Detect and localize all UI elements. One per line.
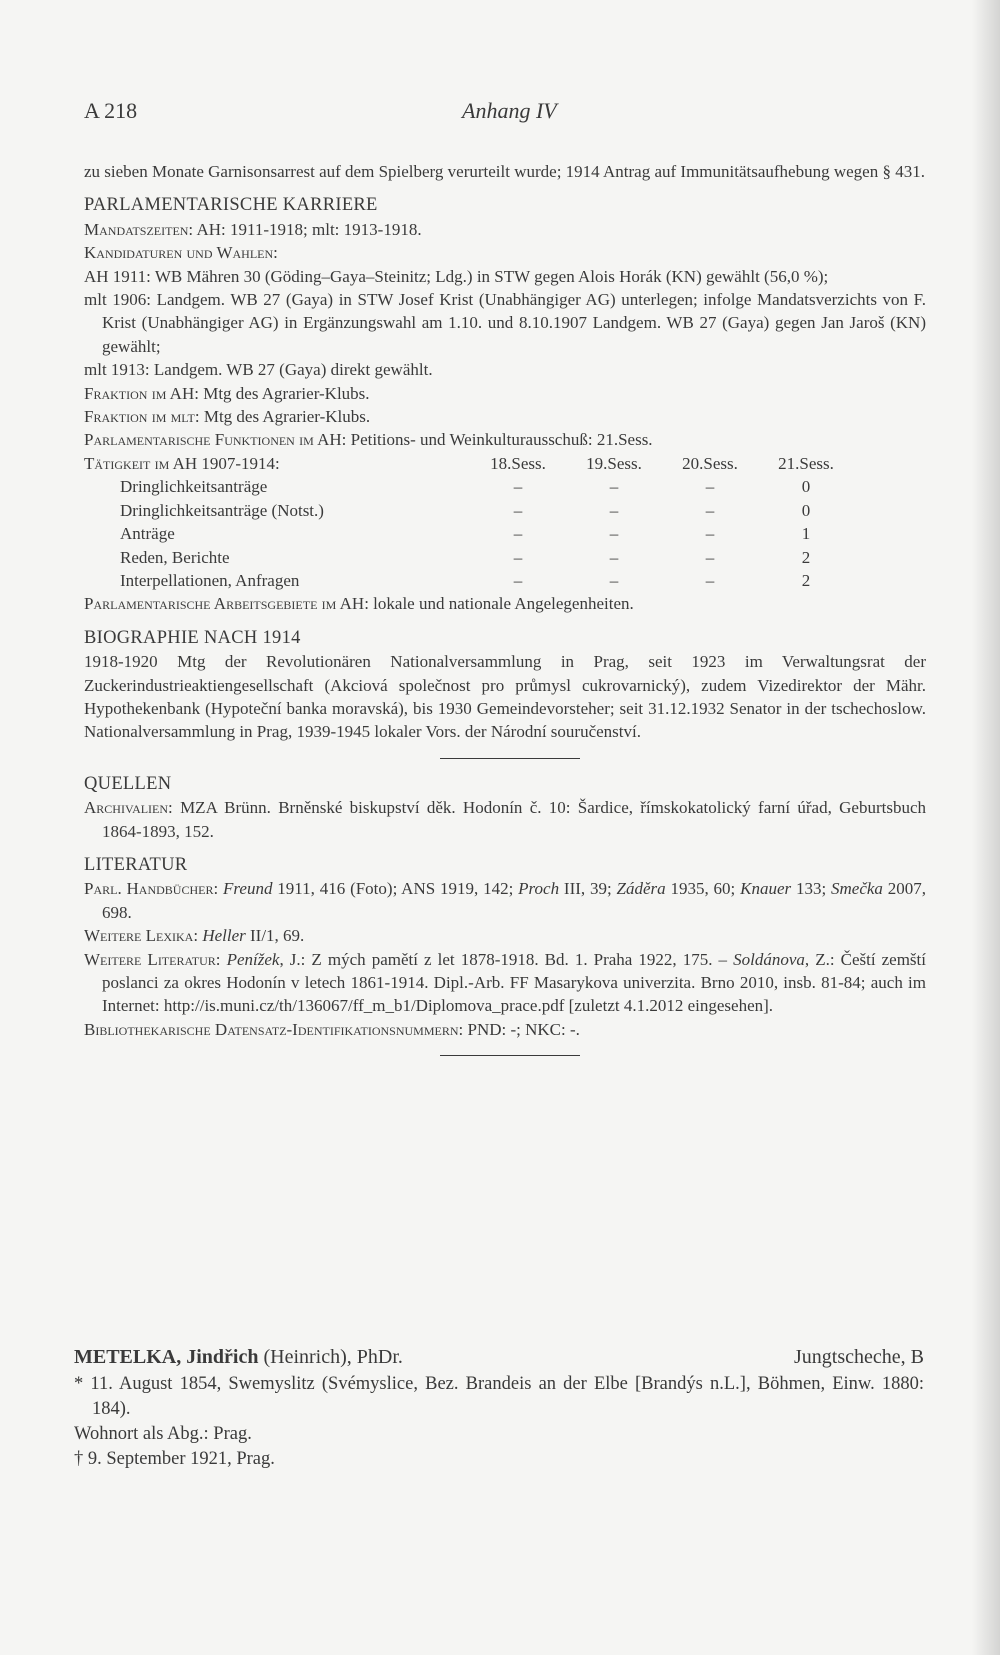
fraktion-mlt-line bbox=[84, 405, 926, 428]
activity-row bbox=[84, 546, 854, 569]
page-number: A 218 bbox=[84, 98, 138, 123]
activity-label: Reden, Berichte bbox=[120, 547, 230, 567]
funktionen-value: Petitions- und Weinkulturausschuß: 21.Sess. bbox=[350, 430, 653, 450]
quellen-heading: QUELLEN bbox=[84, 773, 172, 794]
weitere-literatur-label: Weitere Literatur: bbox=[84, 949, 221, 969]
arbeitsgebiete-value: lokale und nationale Angelegenheiten. bbox=[373, 594, 634, 614]
entry-party: Jungtscheche, B bbox=[794, 1346, 924, 1368]
activity-table-header bbox=[84, 452, 854, 475]
activity-value: – bbox=[609, 547, 619, 567]
biographie-text: 1918-1920 Mtg der Revolutionären Nationalversammlung in Prag, seit 1923 im Verwaltungsrat der Zuckerindustrieaktiengesellschaft (Akciová společnost pro průmysl cukrovarnický), zudem Vizedirektor der Mähr. Hypothekenbank (Hypoteční banka moravská), bis 1930 Gemeindevorsteher; seit 31.12.1932 Senator in der tschechoslow. Nationalversammlung in Prag, 1939-1945 lokaler Vors. der Národní souručenství. bbox=[84, 652, 926, 742]
entry-name: METELKA, Jindřich bbox=[74, 1346, 259, 1368]
citation-text: 2007, 698. bbox=[102, 879, 927, 922]
fraktion-mlt-value: Mtg des Agrarier-Klubs. bbox=[203, 407, 371, 427]
citation-author: Penížek bbox=[226, 949, 280, 969]
activity-value: – bbox=[705, 477, 715, 497]
citation-author: Knauer bbox=[740, 879, 792, 899]
parl-handbuecher-line bbox=[84, 877, 926, 924]
activity-value: 2 bbox=[801, 547, 811, 567]
archivalien-line bbox=[84, 796, 926, 843]
taetigkeit-label: Tätigkeit im AH 1907-1914: bbox=[84, 453, 280, 473]
weitere-lexika-label: Weitere Lexika: bbox=[84, 926, 199, 946]
citation-author: Soldánova bbox=[733, 949, 805, 969]
funktionen-line bbox=[84, 428, 926, 451]
session-header: 19.Sess. bbox=[586, 453, 642, 473]
activity-table bbox=[84, 452, 854, 592]
fraktion-ah-value: Mtg des Agrarier-Klubs. bbox=[203, 383, 370, 403]
section-divider bbox=[440, 758, 580, 759]
activity-row bbox=[84, 522, 854, 545]
identifier-label: Bibliothekarische Datensatz-Identifikationsnummern: bbox=[84, 1019, 464, 1039]
fraktion-mlt-label: Fraktion im mlt: bbox=[84, 407, 200, 427]
session-header: 21.Sess. bbox=[778, 453, 834, 473]
activity-row bbox=[84, 499, 854, 522]
kandidatur-item: AH 1911: WB Mähren 30 (Göding–Gaya–Steinitz; Ldg.) in STW gegen Alois Horák (KN) gewählt (56,0 %); bbox=[84, 266, 829, 286]
literatur-heading: LITERATUR bbox=[84, 854, 188, 875]
entry-residence: Wohnort als Abg.: Prag. bbox=[74, 1424, 252, 1444]
citation-author: Záděra bbox=[616, 879, 666, 899]
kandidatur-item: mlt 1906: Landgem. WB 27 (Gaya) in STW Josef Krist (Unabhängiger AG) unterlegen; infolge Mandatsverzichts von F. Krist (Unabhängiger AG) in Ergänzungswahl am 1.10. und 8.10.1907 Landgem. WB 27 (Gaya) gegen Jan Jaroš (KN) gewählt; bbox=[84, 290, 926, 356]
archivalien-value: MZA Brünn. Brněnské biskupství děk. Hodonín č. 10: Šardice, římskokatolický farní úřad, Geburtsbuch 1864-1893, 152. bbox=[102, 798, 926, 841]
arbeitsgebiete-label: Parlamentarische Arbeitsgebiete im AH: bbox=[84, 594, 369, 614]
identifier-line bbox=[84, 1018, 926, 1041]
activity-value: 2 bbox=[801, 570, 811, 590]
activity-value: – bbox=[513, 524, 523, 544]
activity-value: – bbox=[705, 547, 715, 567]
citation-text: 1935, 60; bbox=[665, 879, 741, 899]
page-edge-shadow bbox=[972, 0, 1000, 1655]
activity-label: Dringlichkeitsanträge bbox=[120, 477, 268, 497]
activity-value: 0 bbox=[801, 500, 811, 520]
fraktion-ah-line bbox=[84, 382, 926, 405]
activity-value: – bbox=[609, 477, 619, 497]
citation-text: , J.: Z mých pamětí z let 1878-1918. Bd. 1. Praha 1922, 175. – bbox=[279, 949, 734, 969]
activity-value: – bbox=[609, 500, 619, 520]
activity-value: – bbox=[513, 547, 523, 567]
citation-author: Freund bbox=[223, 879, 273, 899]
citation-text: 133; bbox=[791, 879, 832, 899]
activity-value: – bbox=[609, 524, 619, 544]
weitere-literatur-line bbox=[84, 948, 926, 1018]
activity-value: 0 bbox=[801, 477, 811, 497]
citation-text: II/1, 69. bbox=[245, 926, 305, 946]
intro-paragraph: zu sieben Monate Garnisonsarrest auf dem Spielberg verurteilt wurde; 1914 Antrag auf Immunitätsaufhebung wegen § 431. bbox=[84, 162, 925, 181]
kandidatur-item: mlt 1913: Landgem. WB 27 (Gaya) direkt gewählt. bbox=[84, 360, 433, 380]
activity-value: 1 bbox=[801, 524, 811, 544]
arbeitsgebiete-line bbox=[84, 592, 926, 615]
session-header: 18.Sess. bbox=[490, 453, 546, 473]
session-header: 20.Sess. bbox=[682, 453, 738, 473]
next-entry bbox=[74, 1345, 924, 1472]
entry-body bbox=[84, 160, 926, 1070]
activity-row bbox=[84, 569, 854, 592]
citation-text: , Z.: Čeští zemští poslanci za okres Hodonín v letech 1861-1914. Dipl.-Arb. FF Masarykova univerzita. Brno 2010, insb. 81-84; auch im Internet: http://is.muni.cz/th/136067/ff_m_b1/Diplomova_prace.pdf [zuletzt 4.1.2012 eingesehen]. bbox=[102, 949, 926, 1016]
parl-handbuecher-label: Parl. Handbücher: bbox=[84, 879, 219, 899]
kandidaturen-label: Kandidaturen und Wahlen: bbox=[84, 243, 278, 263]
activity-value: – bbox=[705, 500, 715, 520]
activity-value: – bbox=[705, 570, 715, 590]
activity-label: Anträge bbox=[120, 524, 175, 544]
entry-birth: * 11. August 1854, Swemyslitz (Svémyslice, Bez. Brandeis an der Elbe [Brandýs n.L.], Böhmen, Einw. 1880: 184). bbox=[74, 1374, 924, 1419]
identifier-value: PND: -; NKC: -. bbox=[467, 1019, 580, 1039]
biographie-heading: BIOGRAPHIE NACH 1914 bbox=[84, 627, 301, 648]
fraktion-ah-label: Fraktion im AH: bbox=[84, 383, 199, 403]
archivalien-label: Archivalien: bbox=[84, 798, 173, 818]
citation-text: 1911, 416 (Foto); ANS 1919, 142; bbox=[272, 879, 519, 899]
entry-death: † 9. September 1921, Prag. bbox=[74, 1449, 275, 1469]
activity-value: – bbox=[513, 500, 523, 520]
activity-label: Dringlichkeitsanträge (Notst.) bbox=[120, 500, 324, 520]
entry-name-line bbox=[74, 1345, 924, 1372]
activity-label: Interpellationen, Anfragen bbox=[120, 570, 300, 590]
activity-value: – bbox=[609, 570, 619, 590]
entry-end-divider bbox=[440, 1055, 580, 1056]
mandatszeiten-line bbox=[84, 218, 926, 241]
activity-row bbox=[84, 475, 854, 498]
mandatszeiten-value: AH: 1911-1918; mlt: 1913-1918. bbox=[196, 219, 422, 239]
citation-author: Smečka bbox=[831, 879, 883, 899]
page-header bbox=[84, 98, 944, 138]
entry-name-suffix: (Heinrich), PhDr. bbox=[258, 1346, 403, 1368]
funktionen-label: Parlamentarische Funktionen im AH: bbox=[84, 430, 347, 450]
activity-value: – bbox=[705, 524, 715, 544]
citation-author: Proch bbox=[518, 879, 560, 899]
mandatszeiten-label: Mandatszeiten: bbox=[84, 219, 194, 239]
citation-text: III, 39; bbox=[559, 879, 617, 899]
weitere-lexika-line bbox=[84, 924, 926, 947]
karriere-heading: PARLAMENTARISCHE KARRIERE bbox=[84, 195, 378, 216]
activity-value: – bbox=[513, 477, 523, 497]
running-title: Anhang IV bbox=[462, 98, 557, 123]
activity-value: – bbox=[513, 570, 523, 590]
citation-author: Heller bbox=[202, 926, 246, 946]
